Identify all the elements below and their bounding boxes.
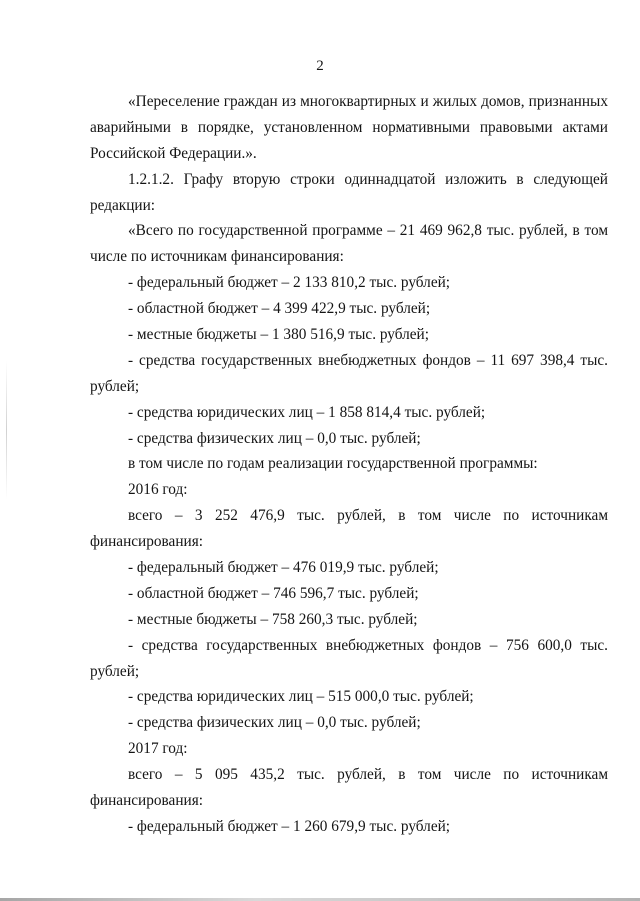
list-item-line: - федеральный бюджет – 476 019,9 тыс. рублей; bbox=[128, 559, 439, 577]
paragraph-line: финансирования: bbox=[90, 792, 204, 810]
paragraph-line: редакции: bbox=[90, 196, 156, 214]
paragraph-line: «Всего по государственной программе – 21 469 962,8 тыс. рублей, в том bbox=[128, 222, 608, 240]
page-number: 2 bbox=[316, 58, 324, 74]
list-item-line: - местные бюджеты – 1 380 516,9 тыс. рублей; bbox=[128, 326, 429, 344]
paragraph-line: в том числе по годам реализации государственной программы: bbox=[128, 455, 538, 473]
list-item-line: - средства юридических лиц – 515 000,0 тыс. рублей; bbox=[128, 688, 474, 706]
list-item-line: - федеральный бюджет – 2 133 810,2 тыс. рублей; bbox=[128, 274, 451, 292]
list-item-line: - средства государственных внебюджетных фондов – 11 697 398,4 тыс. bbox=[128, 351, 608, 369]
document-body bbox=[90, 89, 608, 840]
list-item-line: рублей; bbox=[90, 662, 140, 680]
list-item-line: - местные бюджеты – 758 260,3 тыс. рублей; bbox=[128, 610, 418, 628]
paragraph-line: «Переселение граждан из многоквартирных и жилых домов, признанных bbox=[128, 93, 608, 110]
year-heading: 2016 год: bbox=[128, 481, 188, 499]
paragraph-line: числе по источникам финансирования: bbox=[90, 248, 344, 266]
paragraph-line: всего – 5 095 435,2 тыс. рублей, в том числе по источникам bbox=[128, 766, 608, 784]
list-item-line: - средства юридических лиц – 1 858 814,4 тыс. рублей; bbox=[128, 403, 486, 421]
paragraph-line: Российской Федерации.». bbox=[90, 144, 257, 162]
list-item-line: - областной бюджет – 4 399 422,9 тыс. рублей; bbox=[128, 300, 431, 318]
paragraph-line: 1.2.1.2. Графу вторую строки одиннадцатой изложить в следующей bbox=[128, 170, 608, 188]
scan-edge-shadow bbox=[6, 360, 7, 500]
list-item-line: - средства физических лиц – 0,0 тыс. рублей; bbox=[128, 429, 421, 447]
list-item-line: - областной бюджет – 746 596,7 тыс. рублей; bbox=[128, 584, 419, 602]
year-heading: 2017 год: bbox=[128, 740, 188, 758]
paragraph-line: всего – 3 252 476,9 тыс. рублей, в том числе по источникам bbox=[128, 507, 608, 525]
list-item-line: - средства физических лиц – 0,0 тыс. рублей; bbox=[128, 714, 421, 732]
paragraph-line: финансирования: bbox=[90, 533, 204, 551]
paragraph-line: аварийными в порядке, установленном нормативными правовыми актами bbox=[90, 118, 608, 136]
list-item-line: - средства государственных внебюджетных фондов – 756 600,0 тыс. bbox=[128, 636, 608, 654]
list-item-line: рублей; bbox=[90, 377, 140, 395]
list-item-line: - федеральный бюджет – 1 260 679,9 тыс. рублей; bbox=[128, 817, 451, 835]
